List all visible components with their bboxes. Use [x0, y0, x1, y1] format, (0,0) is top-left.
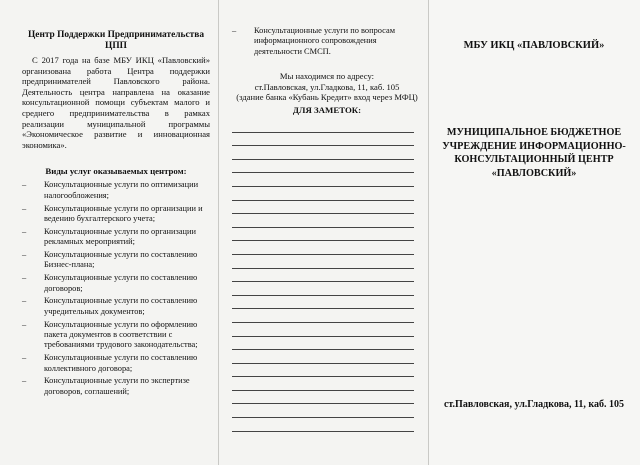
- location-heading: Мы находимся по адресу:: [279, 71, 375, 82]
- fold-line: [218, 0, 219, 465]
- note-line: [232, 391, 414, 405]
- services-heading: Виды услуг оказываемых центром:: [45, 166, 187, 177]
- note-line: [232, 377, 414, 391]
- org-short-name: МБУ ИКЦ «ПАВЛОВСКИЙ»: [463, 40, 605, 51]
- note-line: [232, 255, 414, 269]
- bullet-dash: –: [22, 180, 27, 190]
- list-item: [22, 250, 210, 271]
- note-line: [232, 119, 414, 133]
- list-item: [22, 320, 210, 351]
- note-line: [232, 173, 414, 187]
- note-line: [232, 296, 414, 310]
- list-item: [22, 227, 210, 248]
- center-title-line2: ЦПП: [105, 41, 127, 51]
- location-note: (здание банка «Кубань Кредит» вход через МФЦ): [236, 92, 418, 103]
- bullet-dash: –: [22, 273, 27, 283]
- list-item: [22, 273, 210, 294]
- center-title-line1: Центр Поддержки Предпринимательства: [27, 30, 205, 40]
- services-list: [22, 180, 210, 397]
- note-line: [232, 350, 414, 364]
- service-text: Консультационные услуги по составлению коллективного договора;: [44, 353, 198, 373]
- note-line: [232, 323, 414, 337]
- services-list-continued: [232, 26, 422, 57]
- right-panel: [428, 0, 640, 465]
- bullet-dash: –: [22, 296, 27, 306]
- list-item: [22, 204, 210, 225]
- note-line: [232, 309, 414, 323]
- note-line: [232, 241, 414, 255]
- list-item: [232, 26, 422, 57]
- notes-area: [232, 119, 422, 432]
- note-line: [232, 282, 414, 296]
- note-line: [232, 160, 414, 174]
- org-address: ст.Павловская, ул.Гладкова, 11, каб. 105: [443, 399, 625, 410]
- note-line: [232, 228, 414, 242]
- bullet-dash: –: [22, 376, 27, 386]
- service-text: Консультационные услуги по экспертизе договоров, соглашений;: [44, 376, 190, 396]
- service-text: Консультационные услуги по организации рекламных мероприятий;: [44, 226, 196, 247]
- service-text: Консультационные услуги по составлению договоров;: [44, 273, 198, 293]
- note-line: [232, 201, 414, 215]
- service-text: Консультационные услуги по вопросам информационного сопровождения деятельности СМСП.: [254, 26, 396, 56]
- bullet-dash: –: [22, 226, 27, 236]
- note-line: [232, 404, 414, 418]
- bullet-dash: –: [22, 249, 27, 259]
- bullet-dash: –: [232, 26, 237, 35]
- notes-heading: ДЛЯ ЗАМЕТОК:: [292, 105, 362, 115]
- intro-paragraph: С 2017 года на базе МБУ ИКЦ «Павловский» организована работа Центра поддержки предпринимателей Павловского района. Деятельность центра направлена на оказание консультационной помощи субъектам малого и среднего предпринимательства в рамках реализации муниципальной программы «Экономическое развитие и инновационная экономика».: [22, 55, 210, 150]
- list-item: [22, 376, 210, 397]
- service-text: Консультационные услуги по составлению учредительных документов;: [44, 296, 198, 316]
- middle-panel: [218, 0, 428, 465]
- list-item: [22, 296, 210, 317]
- note-line: [232, 133, 414, 147]
- service-text: Консультационные услуги по оптимизации налогообложения;: [44, 180, 199, 200]
- bullet-dash: –: [22, 353, 27, 363]
- center-title: [22, 30, 210, 52]
- note-line: [232, 214, 414, 228]
- note-line: [232, 146, 414, 160]
- fold-line: [428, 0, 429, 465]
- note-line: [232, 364, 414, 378]
- list-item: [22, 180, 210, 201]
- bullet-dash: –: [22, 319, 27, 329]
- bullet-dash: –: [22, 203, 27, 213]
- note-line: [232, 269, 414, 283]
- note-line: [232, 418, 414, 432]
- service-text: Консультационные услуги по оформлению пакета документов в соответствии с требованиями трудового законодательства;: [44, 319, 198, 350]
- list-item: [22, 353, 210, 374]
- org-full-name: МУНИЦИПАЛЬНОЕ БЮДЖЕТНОЕ УЧРЕЖДЕНИЕ ИНФОРМАЦИОННО-КОНСУЛЬТАЦИОННЫЙ ЦЕНТР «ПАВЛОВСКИЙ»: [442, 127, 626, 179]
- service-text: Консультационные услуги по организации и ведению бухгалтерского учета;: [44, 203, 203, 223]
- note-line: [232, 337, 414, 351]
- location-block: [232, 71, 422, 103]
- left-panel: [0, 0, 218, 465]
- location-address: ст.Павловская, ул.Гладкова, 11, каб. 105: [254, 81, 400, 92]
- note-line: [232, 187, 414, 201]
- service-text: Консультационные услуги по составлению Бизнес-плана;: [44, 249, 198, 270]
